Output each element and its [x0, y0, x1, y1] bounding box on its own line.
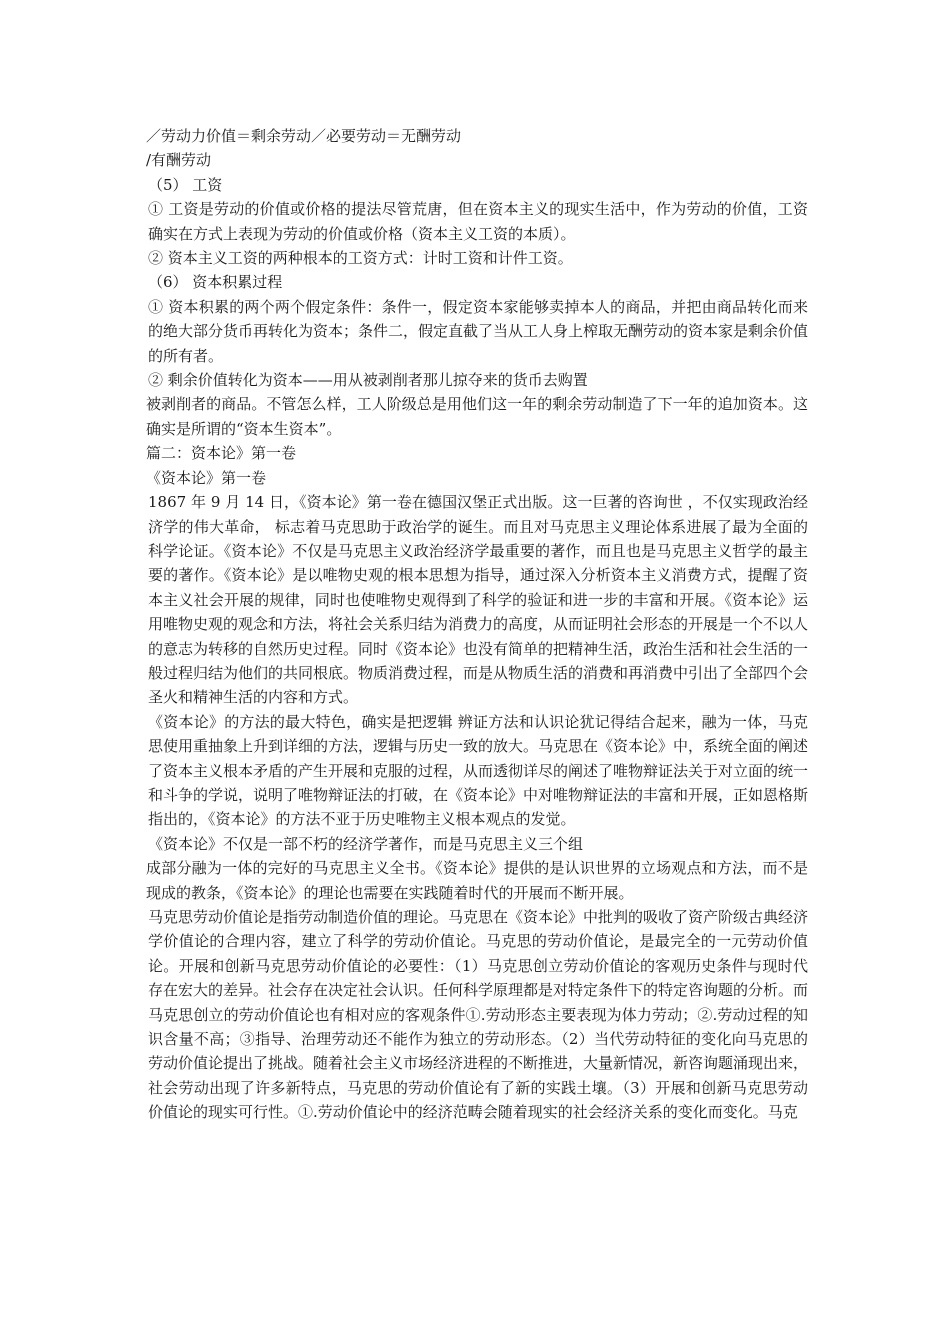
document-body — [146, 124, 808, 1125]
paragraph-labor-theory: 马克思劳动价值论是指劳动制造价值的理论。马克思在《资本论》中批判的吸收了资产阶级古典经济学价值论的合理内容，建立了科学的劳动价值论。马克思的劳动价值论，是最完全的一元劳动价值论。开展和创新马克思劳动价值论的必要性：（1）马克思创立劳动价值论的客观历史条件与现时代存在宏大的差异。社会存在决定社会认识。任何科学原理都是对特定条件下的特定咨询题的分析。而马克思创立的劳动价值论也有相对应的客观条件①.劳动形态主要表现为体力劳动；②.劳动过程的知识含量不高；③指导、治理劳动还不能作为独立的劳动形态。（2）当代劳动特征的变化向马克思的劳动价值论提出了挑战。随着社会主义市场经济进程的不断推进，大量新情况，新咨询题涌现出来，社会劳动出现了许多新特点，马克思的劳动价值论有了新的实践土壤。（3）开展和创新马克思劳动价值论的现实可行性。①.劳动价值论中的经济范畴会随着现实的社会经济关系的变化而变化。马克 — [148, 908, 809, 1122]
section-heading-wages: （5） 工资 — [148, 175, 223, 194]
paragraph-encyclopedia: 《资本论》不仅是一部不朽的经济学著作，而是马克思主义三个组 — [148, 834, 584, 853]
book-title: 《资本论》第一卷 — [146, 468, 267, 487]
paragraph-accumulation-1: ① 资本积累的两个两个假定条件：条件一，假定资本家能够卖掉本人的商品，并把由商品转化而来的绝大部分货币再转化为资本；条件二，假定直截了当从工人身上榨取无酬劳动的资本家是剩余价值的所有者。 — [148, 297, 809, 365]
formula-line: ／劳动力价值＝剩余劳动／必要劳动＝无酬劳动 — [146, 127, 462, 145]
paragraph-accumulation-2: ② 剩余价值转化为资本——用从被剥削者那儿掠夺来的货币去购置 — [148, 371, 588, 390]
paragraph-accumulation-2-cont: 被剥削者的商品。不管怎么样，工人阶级总是用他们这一年的剩余劳动制造了下一年的追加资本。这确实是所谓的“资本生资本”。 — [146, 395, 808, 438]
paragraph-method: 《资本论》的方法的最大特色，确实是把逻辑 辨证方法和认识论犹记得结合起来，融为一体，马克思使用重抽象上升到详细的方法，逻辑与历史一致的放大。马克思在《资本论》中，系统全面的阐述了资本主义根本矛盾的产生开展和克服的过程，从而透彻详尽的阐述了唯物辩证法关于对立面的统一和斗争的学说，说明了唯物辩证法的打破，在《资本论》中对唯物辩证法的丰富和开展，正如恩格斯指出的，《资本论》的方法不亚于历史唯物主义根本观点的发觉。 — [148, 712, 809, 829]
chapter-heading: 篇二：资本论》第一卷 — [146, 444, 297, 463]
section-heading-accumulation: （6） 资本积累过程 — [148, 273, 283, 292]
paragraph-wages-2: ② 资本主义工资的两种根本的工资方式：计时工资和计件工资。 — [148, 249, 573, 268]
paragraph-publication: 1867 年 9 月 14 日，《资本论》第一卷在德国汉堡正式出版。这一巨著的咨询世 ，不仅实现政治经济学的伟大革命， 标志着马克思助于政治学的诞生。而且对马克思主义理论体系进展了最为全面的科学论证。《资本论》不仅是马克思主义政治经济学最重要的著作，而且也是马克思主义哲学的最主要的著作。《资本论》是以唯物史观的根本思想为指导，通过深入分析资本主义消费方式，提醒了资本主义社会开展的规律，同时也使唯物史观得到了科学的验证和进一步的丰富和开展。《资本论》运用唯物史观的观念和方法，将社会关系归结为消费力的高度，从而证明社会形态的开展是一个不以人的意志为转移的自然历史过程。同时《资本论》也没有简单的把精神生活，政治生活和社会生活的一般过程归结为他们的共同根底。物质消费过程，而是从物质生活的消费和再消费中引出了全部四个会圣火和精神生活的内容和方式。 — [148, 493, 809, 707]
paragraph-wages-1: ① 工资是劳动的价值或价格的提法尽管荒唐，但在资本主义的现实生活中，作为劳动的价值，工资确实在方式上表现为劳动的价值或价格（资本主义工资的本质）。 — [148, 200, 808, 243]
formula-continuation: /有酬劳动 — [146, 151, 212, 170]
paragraph-encyclopedia-cont: 成部分融为一体的完好的马克思主义全书。《资本论》提供的是认识世界的立场观点和方法，而不是现成的教条，《资本论》的理论也需要在实践随着时代的开展而不断开展。 — [146, 859, 808, 902]
